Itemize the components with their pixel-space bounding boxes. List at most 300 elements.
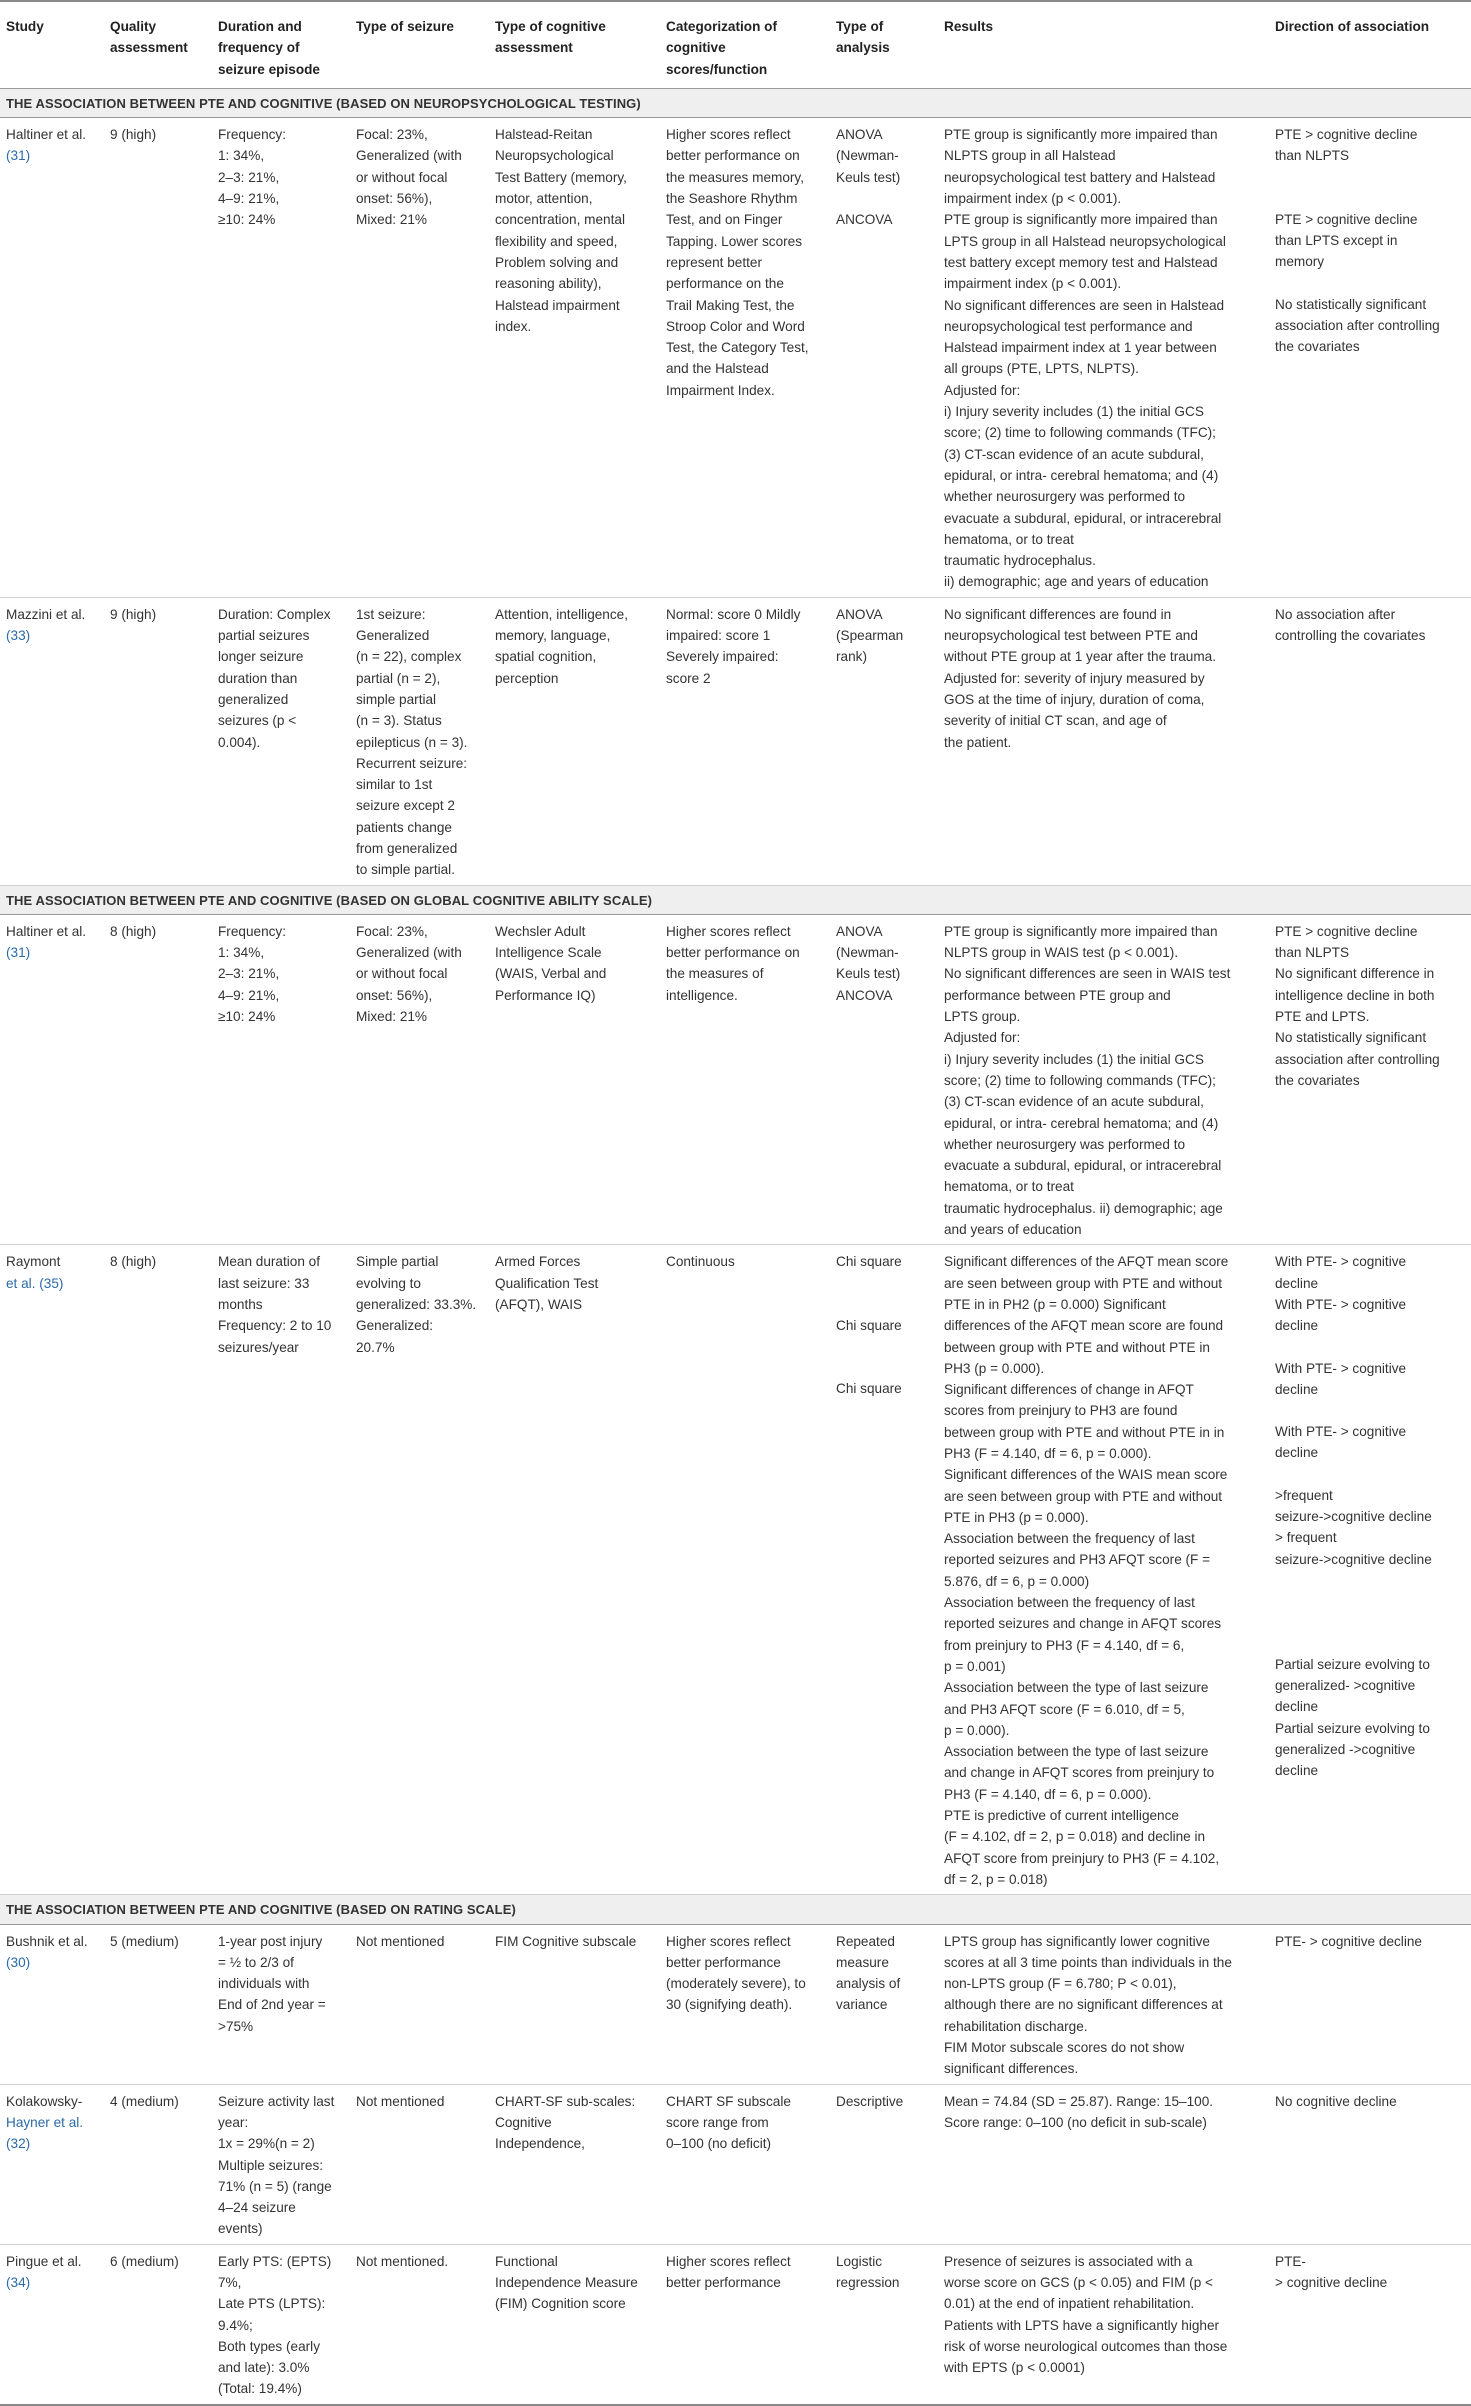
cell-line: LPTS group in all Halstead neuropsychological <box>944 233 1226 249</box>
cell-line <box>1275 1633 1465 1654</box>
cell-line: or without focal <box>356 966 448 982</box>
cell-line: No statistically significant <box>1275 1030 1427 1046</box>
cell-line: Frequency: 2 to 10 <box>218 1318 332 1334</box>
cell-line: from generalized <box>356 840 458 856</box>
cell-line: FIM Cognitive subscale <box>495 1933 637 1949</box>
quality-cell <box>104 2084 212 2244</box>
cell-line <box>1275 188 1465 209</box>
cell-line: Mean duration of <box>218 1254 321 1270</box>
table-body <box>0 88 1471 2404</box>
cell-line: df = 2, p = 0.018) <box>944 1871 1048 1887</box>
cell-line: 9.4%; <box>218 2317 253 2333</box>
cell-line: ≥10: 24% <box>218 212 276 228</box>
cell-line: better performance <box>666 1954 781 1970</box>
table-header <box>0 1 1471 88</box>
cell-line: Association between the frequency of last <box>944 1531 1195 1547</box>
cell-line <box>1275 1400 1465 1421</box>
study-cell <box>0 118 104 598</box>
cell-line: decline <box>1275 1275 1319 1291</box>
cell-line: last seizure: 33 <box>218 1275 310 1291</box>
cell-line: index. <box>495 318 532 334</box>
cell-line: reported seizures and PH3 AFQT score (F = <box>944 1552 1211 1568</box>
cell-line: are seen between group with PTE and without <box>944 1275 1223 1291</box>
cell-line: Significant differences of the AFQT mean score <box>944 1254 1229 1270</box>
cell-line: Higher scores reflect <box>666 1933 791 1949</box>
categorization-cell <box>660 2244 830 2405</box>
cell-line: Continuous <box>666 1254 735 1270</box>
cell-line: represent better <box>666 254 762 270</box>
cell-line: (Newman- <box>836 945 899 961</box>
cell-line: similar to 1st <box>356 777 433 793</box>
cell-line: 1x = 29%(n = 2) <box>218 2136 315 2152</box>
quality-cell <box>104 2244 212 2405</box>
cell-line: Keuls test) <box>836 169 901 185</box>
cell-line: and late): 3.0% <box>218 2360 310 2376</box>
direction-cell <box>1269 914 1471 1244</box>
header-type-of-cognitive-assessment: Type of cognitive assessment <box>495 19 606 56</box>
cell-line: ≥10: 24% <box>218 1009 276 1025</box>
cell-line: Focal: 23%, <box>356 923 428 939</box>
cell-line: longer seizure <box>218 649 304 665</box>
assessment-cell <box>489 1924 660 2084</box>
cell-line: Association between the type of last seizure <box>944 1744 1209 1760</box>
cell-line: partial seizures <box>218 628 310 644</box>
cell-line: Kolakowsky- <box>6 2093 83 2109</box>
cell-line: 0–100 (no deficit) <box>666 2136 772 2152</box>
cell-line: Seizure activity last <box>218 2093 335 2109</box>
header-quality-assessment: Quality assessment <box>110 19 188 56</box>
cell-line: et al. (35) <box>6 1275 64 1291</box>
cell-line: decline <box>1275 1445 1319 1461</box>
cell-line: Functional <box>495 2253 558 2269</box>
cell-line: association after controlling <box>1275 1051 1440 1067</box>
cell-line: onset: 56%), <box>356 191 433 207</box>
cell-line: Adjusted for: <box>944 382 1021 398</box>
cell-line: better performance <box>666 2274 781 2290</box>
cell-line: Test Battery (memory, <box>495 169 627 185</box>
cell-line: Pingue et al. <box>6 2253 82 2269</box>
cell-line: impairment index (p < 0.001). <box>944 191 1122 207</box>
cell-line: whether neurosurgery was performed to <box>944 489 1186 505</box>
cell-line: Chi square <box>836 1254 902 1270</box>
cell-line: reported seizures and change in AFQT scores <box>944 1616 1222 1632</box>
quality-cell <box>104 1245 212 1895</box>
cell-line: the covariates <box>1275 1072 1360 1088</box>
analysis-cell <box>830 2084 938 2244</box>
cell-line: generalized- >cognitive <box>1275 1678 1416 1694</box>
cell-line: > cognitive decline <box>1275 2274 1388 2290</box>
cell-line: 9 (high) <box>110 606 157 622</box>
cell-line: better performance on <box>666 148 800 164</box>
cell-line <box>836 1357 932 1378</box>
cell-line: severity of initial CT scan, and age of <box>944 713 1167 729</box>
cell-line: Recurrent seizure: <box>356 755 468 771</box>
cell-line: Hayner et al. <box>6 2114 84 2130</box>
cell-line: = ½ to 2/3 of <box>218 1954 294 1970</box>
cell-line: scores from preinjury to PH3 are found <box>944 1403 1178 1419</box>
cell-line: Simple partial <box>356 1254 439 1270</box>
cell-line: > frequent <box>1275 1530 1337 1546</box>
cell-line: generalized ->cognitive <box>1275 1742 1416 1758</box>
cell-line: months <box>218 1296 263 1312</box>
header-type-of-analysis: Type of analysis <box>836 19 890 56</box>
cell-line: rank) <box>836 649 867 665</box>
study-cell <box>0 2084 104 2244</box>
cell-line: 4 (medium) <box>110 2093 179 2109</box>
table-row <box>0 1924 1471 2084</box>
cell-line: PTE > cognitive decline <box>1275 923 1418 939</box>
cell-line: worse score on GCS (p < 0.05) and FIM (p < <box>944 2274 1213 2290</box>
cell-line: Partial seizure evolving to <box>1275 1656 1430 1672</box>
cell-line: 2–3: 21%, <box>218 966 280 982</box>
direction-cell <box>1269 1245 1471 1895</box>
cell-line: Halstead-Reitan <box>495 127 593 143</box>
seizure-type-cell <box>350 1924 489 2084</box>
section-header-row <box>0 1895 1471 1924</box>
cell-line: 4–9: 21%, <box>218 191 280 207</box>
cell-line: ii) demographic; age and years of education <box>944 574 1209 590</box>
cell-line: 4–9: 21%, <box>218 987 280 1003</box>
seizure-type-cell <box>350 914 489 1244</box>
seizure-type-cell <box>350 1245 489 1895</box>
cell-line: Intelligence Scale <box>495 945 602 961</box>
cell-line: Problem solving and <box>495 254 619 270</box>
cell-line: Neuropsychological <box>495 148 614 164</box>
duration-cell <box>212 597 350 885</box>
analysis-cell <box>830 2244 938 2405</box>
cell-line: are seen between group with PTE and without <box>944 1488 1223 1504</box>
cell-line: analysis of <box>836 1976 901 1992</box>
cell-line: Chi square <box>836 1317 902 1333</box>
cell-line: Haltiner et al. <box>6 923 87 939</box>
cell-line: and years of education <box>944 1222 1082 1238</box>
cell-line: PTE in PH3 (p = 0.000). <box>944 1509 1089 1525</box>
cell-line: PTE is predictive of current intelligence <box>944 1808 1179 1824</box>
cell-line: p = 0.000). <box>944 1722 1010 1738</box>
cell-line: onset: 56%), <box>356 987 433 1003</box>
cell-line: >frequent <box>1275 1487 1333 1503</box>
results-cell <box>938 2244 1269 2405</box>
duration-cell <box>212 1245 350 1895</box>
section-title: THE ASSOCIATION BETWEEN PTE AND COGNITIVE (BASED ON NEUROPSYCHOLOGICAL TESTING) <box>0 88 1471 117</box>
cell-line: 1: 34%, <box>218 945 265 961</box>
cell-line: LPTS group. <box>944 1009 1021 1025</box>
table-row <box>0 2244 1471 2405</box>
cell-line: Association between the type of last seizure <box>944 1680 1209 1696</box>
cell-line: memory <box>1275 254 1325 270</box>
cell-line: epilepticus (n = 3). <box>356 734 468 750</box>
cell-line: Independence Measure <box>495 2274 638 2290</box>
cell-line: hematoma, or to treat <box>944 1179 1074 1195</box>
header-study: Study <box>6 19 44 34</box>
cell-line: i) Injury severity includes (1) the initial GCS <box>944 1051 1204 1067</box>
table-row <box>0 118 1471 598</box>
cell-line: With PTE- > cognitive <box>1275 1360 1407 1376</box>
quality-cell <box>104 597 212 885</box>
cell-line: between group with PTE and without PTE in in <box>944 1424 1225 1440</box>
cell-line <box>1275 1570 1465 1591</box>
cell-line: No cognitive decline <box>1275 2093 1397 2109</box>
cell-line: intelligence. <box>666 987 738 1003</box>
cell-line: No statistically significant <box>1275 296 1427 312</box>
study-cell <box>0 1924 104 2084</box>
cell-line: risk of worse neurological outcomes than those <box>944 2338 1228 2354</box>
seizure-type-cell <box>350 2244 489 2405</box>
cell-line: Generalized (with <box>356 945 462 961</box>
cell-line: from preinjury to PH3 (F = 4.140, df = 6, <box>944 1637 1185 1653</box>
cell-line: impairment index (p < 0.001). <box>944 276 1122 292</box>
cell-line: measure <box>836 1954 889 1970</box>
cell-line: NLPTS group in WAIS test (p < 0.001). <box>944 945 1179 961</box>
cell-line: ANOVA <box>836 923 883 939</box>
duration-cell <box>212 914 350 1244</box>
cell-line: NLPTS group in all Halstead <box>944 148 1116 164</box>
cell-line: Early PTS: (EPTS) <box>218 2253 332 2269</box>
quality-cell <box>104 914 212 1244</box>
cell-line <box>836 1273 932 1294</box>
cell-line: scores at all 3 time points than individuals in the <box>944 1954 1232 1970</box>
cell-line: motor, attention, <box>495 191 593 207</box>
cell-line: simple partial <box>356 691 437 707</box>
table-row <box>0 1245 1471 1895</box>
cell-line: PTE- <box>1275 2253 1306 2269</box>
cell-line: Haltiner et al. <box>6 127 87 143</box>
cell-line: decline <box>1275 1699 1319 1715</box>
cell-line: Multiple seizures: <box>218 2157 324 2173</box>
cell-line: generalized: 33.3%. <box>356 1296 477 1312</box>
assessment-cell <box>489 2084 660 2244</box>
cell-line: impaired: score 1 <box>666 628 771 644</box>
cell-line <box>836 1336 932 1357</box>
cell-line: 9 (high) <box>110 127 157 143</box>
cell-line: 5.876, df = 6, p = 0.000) <box>944 1573 1090 1589</box>
cell-line: 0.004). <box>218 734 261 750</box>
results-cell <box>938 597 1269 885</box>
cell-line: Independence, <box>495 2136 585 2152</box>
cell-line: 5 (medium) <box>110 1933 179 1949</box>
cell-line: (Newman- <box>836 148 899 164</box>
cell-line: variance <box>836 1997 888 2013</box>
cell-line: Halstead impairment index at 1 year between <box>944 340 1217 356</box>
analysis-cell <box>830 597 938 885</box>
cell-line: PTE > cognitive decline <box>1275 127 1418 143</box>
cell-line: flexibility and speed, <box>495 233 618 249</box>
cell-line: without PTE group at 1 year after the trauma. <box>944 649 1217 665</box>
cell-line: epidural, or intra- cerebral hematoma; and (4) <box>944 1115 1219 1131</box>
cell-line: test battery except memory test and Halstead <box>944 254 1218 270</box>
cell-line: Wechsler Adult <box>495 923 586 939</box>
cell-line: significant differences. <box>944 2061 1079 2077</box>
assessment-cell <box>489 1245 660 1895</box>
cell-line: Higher scores reflect <box>666 2253 791 2269</box>
cell-line: Mazzini et al. <box>6 606 86 622</box>
quality-cell <box>104 1924 212 2084</box>
cell-line: performance between PTE group and <box>944 987 1171 1003</box>
cell-line: Not mentioned <box>356 2093 445 2109</box>
cell-line: (30) <box>6 1954 31 1970</box>
cell-line: Association between the frequency of last <box>944 1595 1195 1611</box>
cell-line: Generalized (with <box>356 148 462 164</box>
cell-line: perception <box>495 670 559 686</box>
cell-line: Adjusted for: <box>944 1030 1021 1046</box>
cell-line: duration than <box>218 670 298 686</box>
cell-line: evacuate a subdural, epidural, or intracerebral <box>944 510 1222 526</box>
duration-cell <box>212 118 350 598</box>
cell-line: although there are no significant differences at <box>944 1997 1223 2013</box>
cell-line: better performance on <box>666 945 800 961</box>
cell-line: decline <box>1275 1763 1319 1779</box>
cell-line <box>1275 273 1465 294</box>
study-cell <box>0 2244 104 2405</box>
cell-line: Generalized <box>356 628 430 644</box>
cell-line: Both types (early <box>218 2338 320 2354</box>
cell-line: Severely impaired: <box>666 649 779 665</box>
cell-line: (31) <box>6 148 31 164</box>
results-cell <box>938 1924 1269 2084</box>
cell-line: evacuate a subdural, epidural, or intracerebral <box>944 1158 1222 1174</box>
cell-line: or without focal <box>356 169 448 185</box>
direction-cell <box>1269 118 1471 598</box>
cell-line: (n = 3). Status <box>356 713 442 729</box>
cell-line: association after controlling <box>1275 317 1440 333</box>
cell-line: AFQT score from preinjury to PH3 (F = 4.102, <box>944 1850 1220 1866</box>
cell-line: Late PTS (LPTS): <box>218 2296 326 2312</box>
cell-line: than LPTS except in <box>1275 233 1398 249</box>
cell-line: the measures of <box>666 966 764 982</box>
cell-line: Stroop Color and Word <box>666 318 805 334</box>
cell-line: 7%, <box>218 2274 242 2290</box>
cell-line: i) Injury severity includes (1) the initial GCS <box>944 404 1204 420</box>
cell-line: regression <box>836 2274 900 2290</box>
cell-line: 1: 34%, <box>218 148 265 164</box>
cell-line: Frequency: <box>218 923 287 939</box>
seizure-type-cell <box>350 2084 489 2244</box>
cell-line: Test, and on Finger <box>666 212 783 228</box>
cell-line: Duration: Complex <box>218 606 331 622</box>
cell-line: performance on the <box>666 276 784 292</box>
cell-line: score; (2) time to following commands (TFC); <box>944 1072 1216 1088</box>
cell-line: 4–24 seizure <box>218 2200 296 2216</box>
cell-line: Presence of seizures is associated with a <box>944 2253 1193 2269</box>
study-cell <box>0 597 104 885</box>
cell-line: memory, language, <box>495 628 611 644</box>
cell-line: Mixed: 21% <box>356 212 428 228</box>
categorization-cell <box>660 597 830 885</box>
cell-line: Descriptive <box>836 2093 904 2109</box>
cell-line: ANCOVA <box>836 987 893 1003</box>
assessment-cell <box>489 597 660 885</box>
cell-line: generalized <box>218 691 289 707</box>
section-title: THE ASSOCIATION BETWEEN PTE AND COGNITIVE (BASED ON RATING SCALE) <box>0 1895 1471 1924</box>
section-header-row <box>0 885 1471 914</box>
cell-line: PTE group is significantly more impaired than <box>944 212 1218 228</box>
cell-line <box>836 188 932 209</box>
cell-line: PTE > cognitive decline <box>1275 211 1418 227</box>
quality-cell <box>104 118 212 598</box>
cell-line: Keuls test) <box>836 966 901 982</box>
cell-line: patients change <box>356 819 452 835</box>
cell-line: controlling the covariates <box>1275 628 1426 644</box>
cell-line: (moderately severe), to <box>666 1976 806 1992</box>
seizure-type-cell <box>350 597 489 885</box>
cell-line <box>1275 1464 1465 1485</box>
assessment-cell <box>489 914 660 1244</box>
cell-line <box>1275 1337 1465 1358</box>
cell-line: With PTE- > cognitive <box>1275 1424 1407 1440</box>
cell-line: traumatic hydrocephalus. ii) demographic; age <box>944 1200 1223 1216</box>
cell-line: (3) CT-scan evidence of an acute subdural, <box>944 1094 1204 1110</box>
cell-line: With PTE- > cognitive <box>1275 1296 1407 1312</box>
cell-line: No significant differences are seen in Halstead <box>944 297 1225 313</box>
cell-line: and change in AFQT scores from preinjury to <box>944 1765 1215 1781</box>
analysis-cell <box>830 1245 938 1895</box>
cell-line: Higher scores reflect <box>666 923 791 939</box>
results-cell <box>938 2084 1269 2244</box>
cell-line: Test, the Category Test, <box>666 340 809 356</box>
cell-line: PH3 (F = 4.140, df = 6, p = 0.000). <box>944 1446 1152 1461</box>
cell-line: 0.01) at the end of inpatient rehabilitation. <box>944 2296 1195 2312</box>
seizure-type-cell <box>350 118 489 598</box>
cell-line: 1st seizure: <box>356 606 426 622</box>
cell-line: Logistic <box>836 2253 883 2269</box>
cell-line: LPTS group has significantly lower cognitive <box>944 1933 1210 1949</box>
cell-line: Not mentioned. <box>356 2253 449 2269</box>
cell-line: epidural, or intra- cerebral hematoma; and (4) <box>944 467 1219 483</box>
categorization-cell <box>660 1924 830 2084</box>
cell-line: between group with PTE and without PTE in <box>944 1339 1210 1355</box>
duration-cell <box>212 2084 350 2244</box>
cell-line: Partial seizure evolving to <box>1275 1720 1430 1736</box>
cell-line: reasoning ability), <box>495 276 602 292</box>
header-categorization: Categorization of cognitive scores/function <box>666 19 778 77</box>
cell-line: decline <box>1275 1318 1319 1334</box>
cell-line: seizure except 2 <box>356 798 455 814</box>
table-row <box>0 2084 1471 2244</box>
direction-cell <box>1269 2084 1471 2244</box>
cell-line: neuropsychological test between PTE and <box>944 628 1198 644</box>
cell-line: Frequency: <box>218 127 287 143</box>
table-row <box>0 914 1471 1244</box>
cell-line: neuropsychological test battery and Halstead <box>944 169 1216 185</box>
cell-line <box>836 1294 932 1315</box>
cell-line: >75% <box>218 2018 254 2034</box>
cell-line: traumatic hydrocephalus. <box>944 553 1096 569</box>
cell-line: 20.7% <box>356 1339 395 1355</box>
analysis-cell <box>830 914 938 1244</box>
cell-line: seizure->cognitive decline <box>1275 1551 1432 1567</box>
cell-line: 30 (signifying death). <box>666 1997 793 2013</box>
cell-line: p = 0.001) <box>944 1658 1006 1674</box>
cell-line: events) <box>218 2221 263 2237</box>
cell-line: PH3 (p = 0.000). <box>944 1360 1045 1376</box>
cell-line: Patients with LPTS have a significantly higher <box>944 2317 1220 2333</box>
section-header-row <box>0 88 1471 117</box>
cell-line: (n = 22), complex <box>356 649 462 665</box>
analysis-cell <box>830 118 938 598</box>
cell-line: PTE group is significantly more impaired than <box>944 127 1218 143</box>
cell-line: PH3 (F = 4.140, df = 6, p = 0.000). <box>944 1786 1152 1802</box>
cell-line: Higher scores reflect <box>666 127 791 143</box>
cell-line: score range from <box>666 2114 769 2130</box>
cell-line: Repeated <box>836 1933 895 1949</box>
direction-cell <box>1269 597 1471 885</box>
section-title: THE ASSOCIATION BETWEEN PTE AND COGNITIVE (BASED ON GLOBAL COGNITIVE ABILITY SCALE) <box>0 885 1471 914</box>
cell-line: No significant differences are seen in WAIS test <box>944 966 1231 982</box>
cell-line: (AFQT), WAIS <box>495 1296 583 1312</box>
direction-cell <box>1269 2244 1471 2405</box>
cell-line: decline <box>1275 1381 1319 1397</box>
cell-line: than NLPTS <box>1275 148 1350 164</box>
